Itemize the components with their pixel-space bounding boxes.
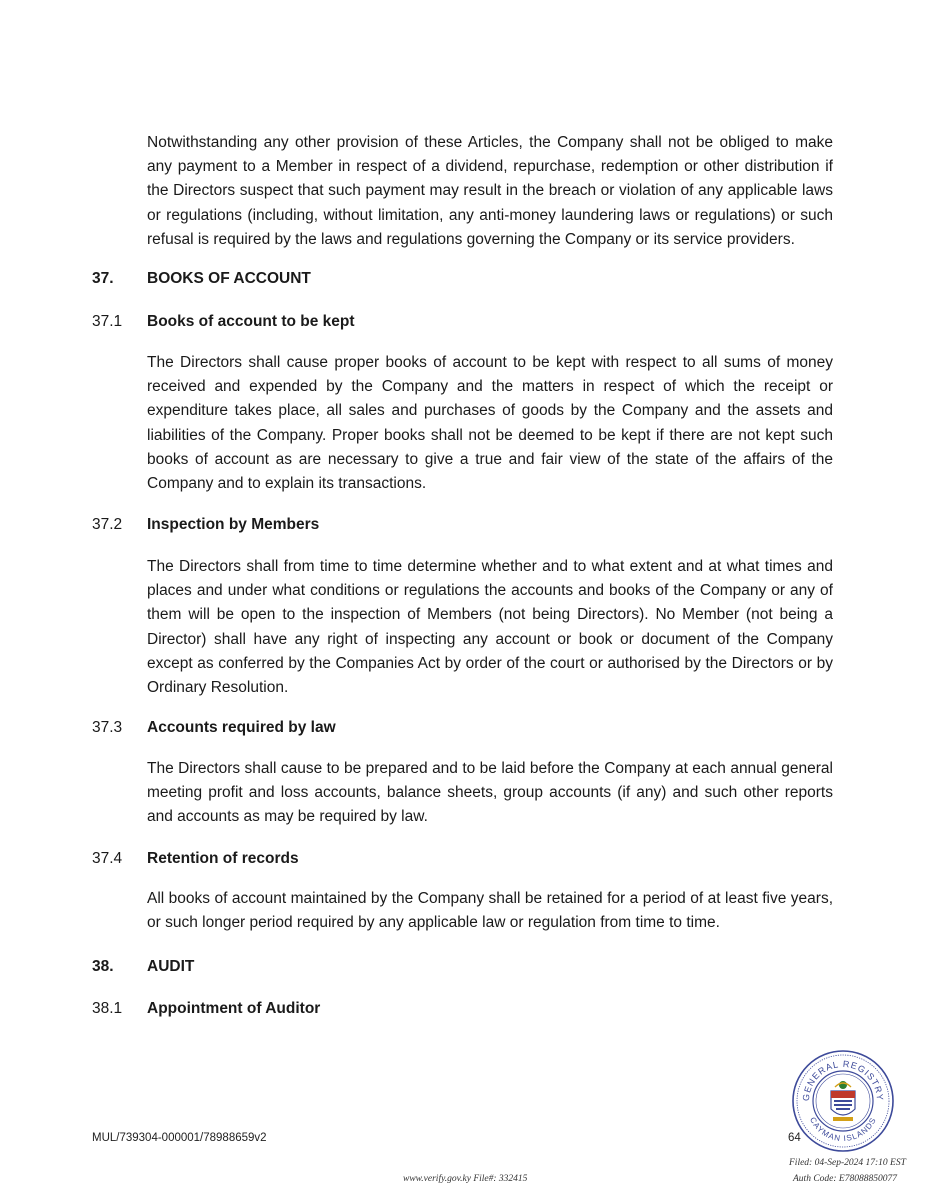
subsection-37-4-text: All books of account maintained by the Company shall be retained for a period of at least five years, or such longer period required by any applicable law or regulation from time to time. (147, 890, 833, 932)
subsection-number: 37.2 (92, 516, 123, 533)
page-number: 64 (788, 1132, 801, 1144)
auth-code: Auth Code: E78088850077 (793, 1174, 897, 1184)
section-number: 37. (92, 270, 114, 287)
section-37-heading (92, 267, 832, 291)
subsection-number: 37.1 (92, 313, 123, 330)
subsection-37-1-heading (92, 310, 832, 334)
subsection-37-4-heading (92, 847, 832, 871)
svg-text:GENERAL REGISTRY: GENERAL REGISTRY (800, 1058, 886, 1102)
filed-timestamp: Filed: 04-Sep-2024 17:10 EST (789, 1158, 906, 1168)
intro-paragraph: Notwithstanding any other provision of these Articles, the Company shall not be obliged to make any payment to a Member in respect of a dividend, repurchase, redemption or other distribution if the Directors suspect that such payment may result in the breach or violation of any applicable laws or regulations (including, without limitation, any anti-money laundering laws or regulations) or such refusal is required by the laws and regulations governing the Company or its service providers. (147, 134, 833, 248)
general-registry-seal-icon (789, 1047, 897, 1155)
subsection-37-3-text: The Directors shall cause to be prepared and to be laid before the Company at each annual general meeting profit and loss accounts, balance sheets, group accounts (if any) and such other reports and accounts as may be required by law. (147, 760, 833, 826)
section-number: 38. (92, 958, 114, 975)
subsection-title: Retention of records (147, 850, 299, 867)
subsection-37-1-text: The Directors shall cause proper books of account to be kept with respect to all sums of money received and expended by the Company and the matters in respect of which the receipt or expenditure takes place, all sales and purchases of goods by the Company and the assets and liabilities of the Company. Proper books shall not be deemed to be kept if there are not kept such books of account as are necessary to give a true and fair view of the state of the affairs of the Company and to explain its transactions. (147, 354, 833, 493)
svg-text:CAYMAN ISLANDS: CAYMAN ISLANDS (807, 1115, 879, 1144)
subsection-title: Appointment of Auditor (147, 1000, 321, 1017)
subsection-number: 37.4 (92, 850, 123, 867)
subsection-37-2-text: The Directors shall from time to time determine whether and to what extent and at what times and places and under what conditions or regulations the accounts and books of the Company or any of them will be open to the inspection of Members (not being Directors). No Member (not being a Director) shall have any right of inspecting any account or book or document of the Company except as conferred by the Companies Act by order of the court or authorised by the Directors or by Ordinary Resolution. (147, 558, 833, 697)
subsection-37-3-heading (92, 716, 832, 740)
section-title: BOOKS OF ACCOUNT (147, 270, 311, 287)
section-title: AUDIT (147, 958, 195, 975)
subsection-title: Inspection by Members (147, 516, 320, 533)
subsection-number: 37.3 (92, 719, 123, 736)
subsection-38-1-heading (92, 997, 832, 1021)
section-38-heading (92, 955, 832, 979)
document-reference: MUL/739304-000001/78988659v2 (92, 1132, 267, 1144)
verification-file-number: www.verify.gov.ky File#: 332415 (403, 1174, 528, 1184)
subsection-number: 38.1 (92, 1000, 123, 1017)
subsection-title: Accounts required by law (147, 719, 336, 736)
subsection-37-2-heading (92, 513, 832, 537)
subsection-title: Books of account to be kept (147, 313, 355, 330)
